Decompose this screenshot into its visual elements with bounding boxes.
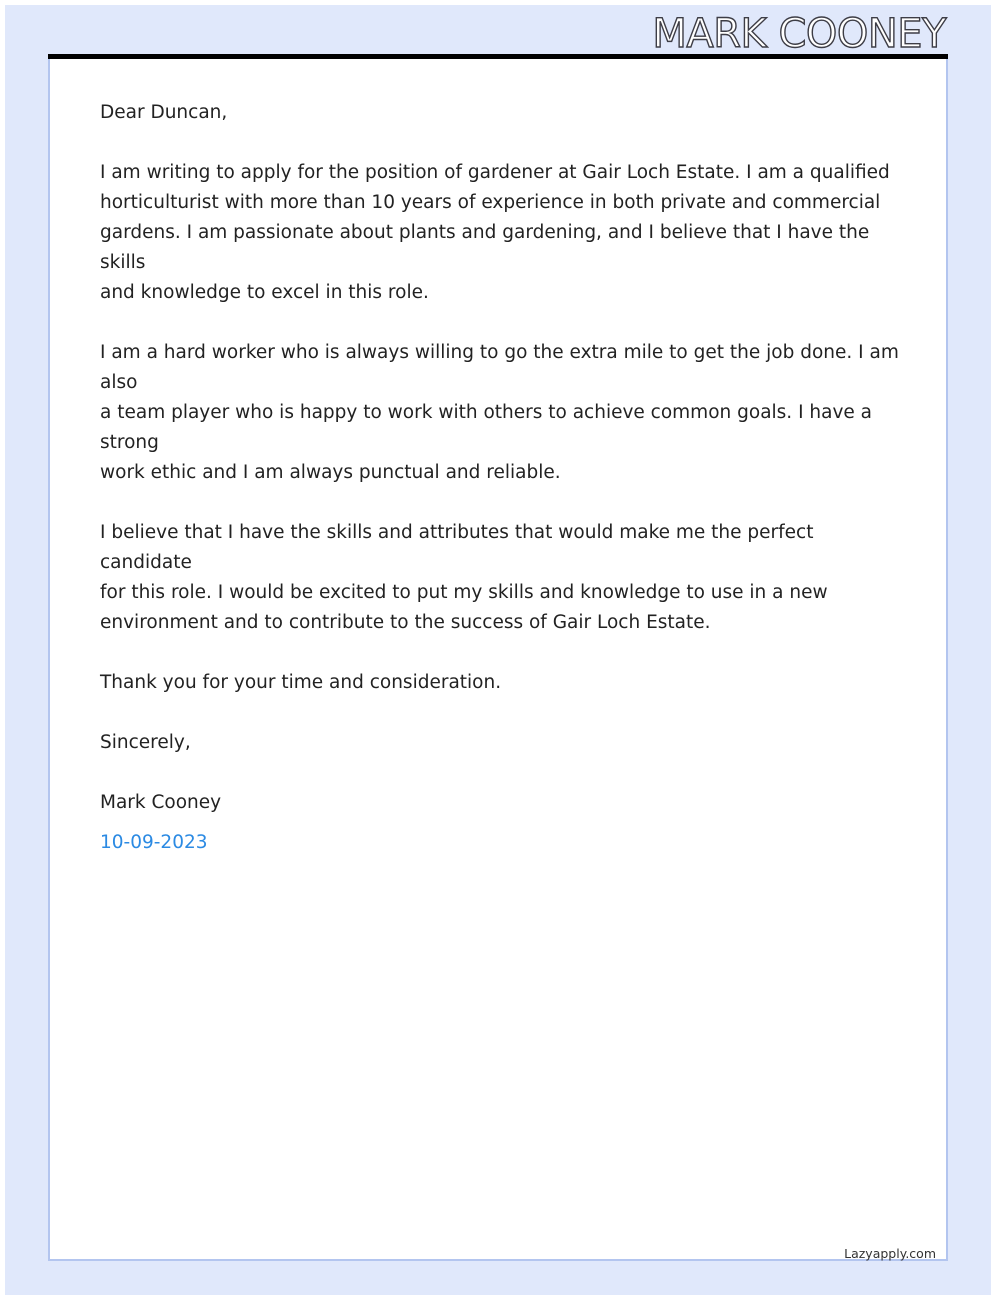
- letter-signature: Mark Cooney: [100, 792, 222, 813]
- letter-paragraph-1: I am writing to apply for the position of gardener at Gair Loch Estate. I am a qualified horticulturist with more than 10 years of experience in both private and commercial gardens. I am passionate about plants and gardening, and I believe that I have the skills and knowledge to excel in this role.: [100, 162, 890, 303]
- letter-date: 10-09-2023: [100, 832, 208, 853]
- letter-thanks: Thank you for your time and consideration.: [100, 672, 502, 693]
- cover-letter-body: [100, 98, 900, 888]
- letter-paragraph-2: I am a hard worker who is always willing to go the extra mile to get the job done. I am also a team player who is happy to work with others to achieve common goals. I have a strong work ethic and I am always punctual and reliable.: [100, 342, 899, 483]
- footer-brand: Lazyapply.com: [844, 1246, 936, 1261]
- letter-salutation: Dear Duncan,: [100, 102, 228, 123]
- letter-paragraph-3: I believe that I have the skills and attributes that would make me the perfect candidate for this role. I would be excited to put my skills and knowledge to use in a new environment and to contribute to the success of Gair Loch Estate.: [100, 522, 828, 633]
- applicant-name-heading: MARK COONEY: [652, 11, 946, 57]
- letter-closing: Sincerely,: [100, 732, 191, 753]
